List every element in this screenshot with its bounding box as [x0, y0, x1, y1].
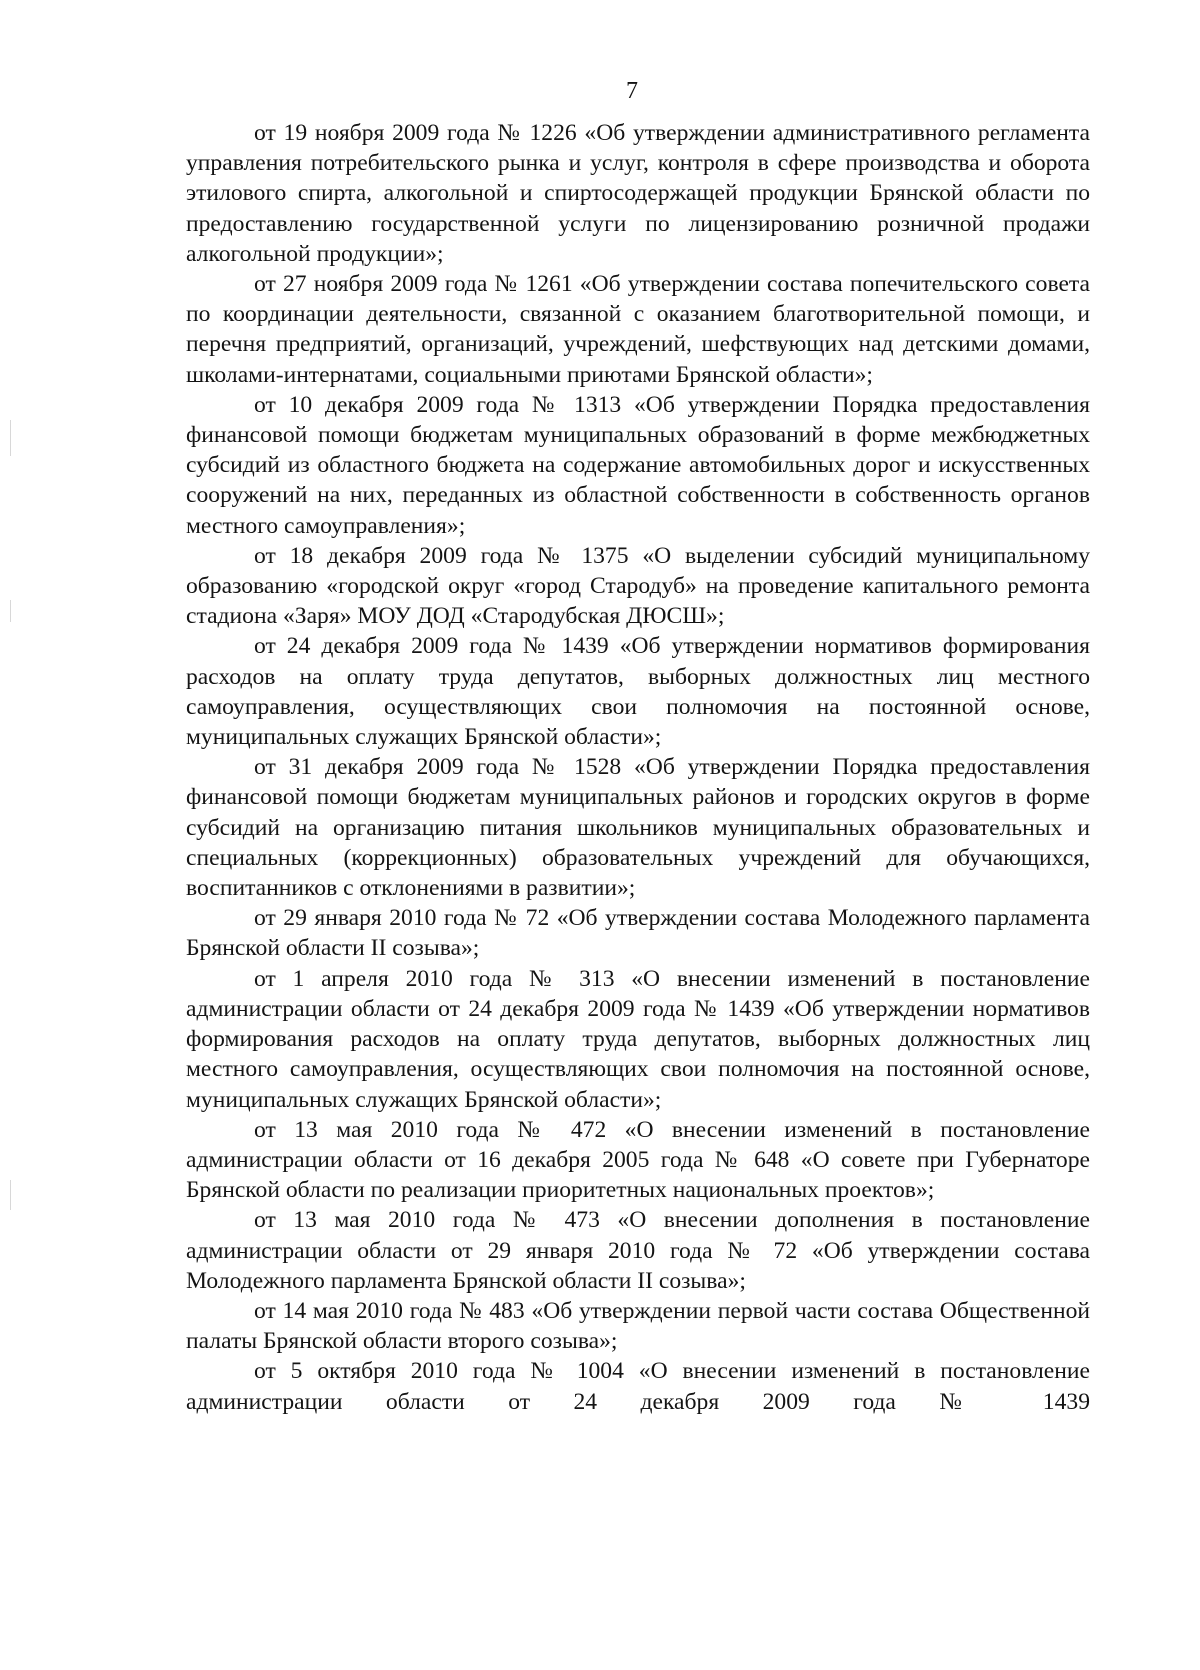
list-item: от 19 ноября 2009 года № 1226 «Об утверждении административного регламента управления потребительского рынка и услуг, контроля в сфере производства и оборота этилового спирта, алкогольной и спиртосодержащей продукции Брянской области по предоставлению государственной услуги по лицензированию розничной продажи алкогольной продукции»;: [186, 120, 1090, 267]
list-item: от 14 мая 2010 года № 483 «Об утверждении первой части состава Общественной палаты Брянской области второго созыва»;: [186, 1297, 1090, 1355]
list-item: от 13 мая 2010 года № 473 «О внесении дополнения в постановление администрации области от 29 января 2010 года № 72 «Об утверждении состава Молодежного парламента Брянской области II созыва»;: [186, 1207, 1090, 1294]
scan-artifact: [10, 1180, 11, 1210]
list-item: от 13 мая 2010 года № 472 «О внесении изменений в постановление администрации области от 16 декабря 2005 года № 648 «О совете при Губернаторе Брянской области по реализации приоритетных национальных проектов»;: [186, 1116, 1090, 1204]
list-item: от 27 ноября 2009 года № 1261 «Об утверждении состава попечительского совета по координации деятельности, связанной с оказанием благотворительной помощи, и перечня предприятий, организаций, учреждений, шефствующих над детскими домами, школами-интернатами, социальными приютами Брянской области»;: [186, 271, 1090, 388]
list-item: от 1 апреля 2010 года № 313 «О внесении изменений в постановление администрации области от 24 декабря 2009 года № 1439 «Об утверждении нормативов формирования расходов на оплату труда депутатов, выборных должностных лиц местного самоуправления, осуществляющих свои полномочия на постоянной основе, муниципальных служащих Брянской области»;: [186, 965, 1090, 1113]
scan-artifact: [10, 600, 11, 622]
page-number: 7: [626, 78, 638, 104]
list-item: от 5 октября 2010 года № 1004 «О внесении изменений в постановление администрации области от 24 декабря 2009 года № 1439: [186, 1358, 1090, 1415]
list-item: от 24 декабря 2009 года № 1439 «Об утверждении нормативов формирования расходов на оплату труда депутатов, выборных должностных лиц местного самоуправления, осуществляющих свои полномочия на постоянной основе, муниципальных служащих Брянской области»;: [186, 633, 1090, 751]
list-item: от 10 декабря 2009 года № 1313 «Об утверждении Порядка предоставления финансовой помощи бюджетам муниципальных образований в форме межбюджетных субсидий из областного бюджета на содержание автомобильных дорог и искусственных сооружений на них, переданных из областной собственности в собственность органов местного самоуправления»;: [186, 391, 1090, 539]
document-body: [186, 118, 1090, 1417]
list-item: от 31 декабря 2009 года № 1528 «Об утверждении Порядка предоставления финансовой помощи бюджетам муниципальных районов и городских округов в форме субсидий на организацию питания школьников муниципальных образовательных и специальных (коррекционных) образовательных учреждений для обучающихся, воспитанников с отклонениями в развитии»;: [186, 754, 1090, 902]
list-item: от 18 декабря 2009 года № 1375 «О выделении субсидий муниципальному образованию «городской округ «город Стародуб» на проведение капитального ремонта стадиона «Заря» МОУ ДОД «Стародубская ДЮСШ»;: [186, 542, 1090, 630]
scan-artifact: [10, 420, 11, 456]
list-item: от 29 января 2010 года № 72 «Об утверждении состава Молодежного парламента Брянской области II созыва»;: [186, 905, 1090, 962]
